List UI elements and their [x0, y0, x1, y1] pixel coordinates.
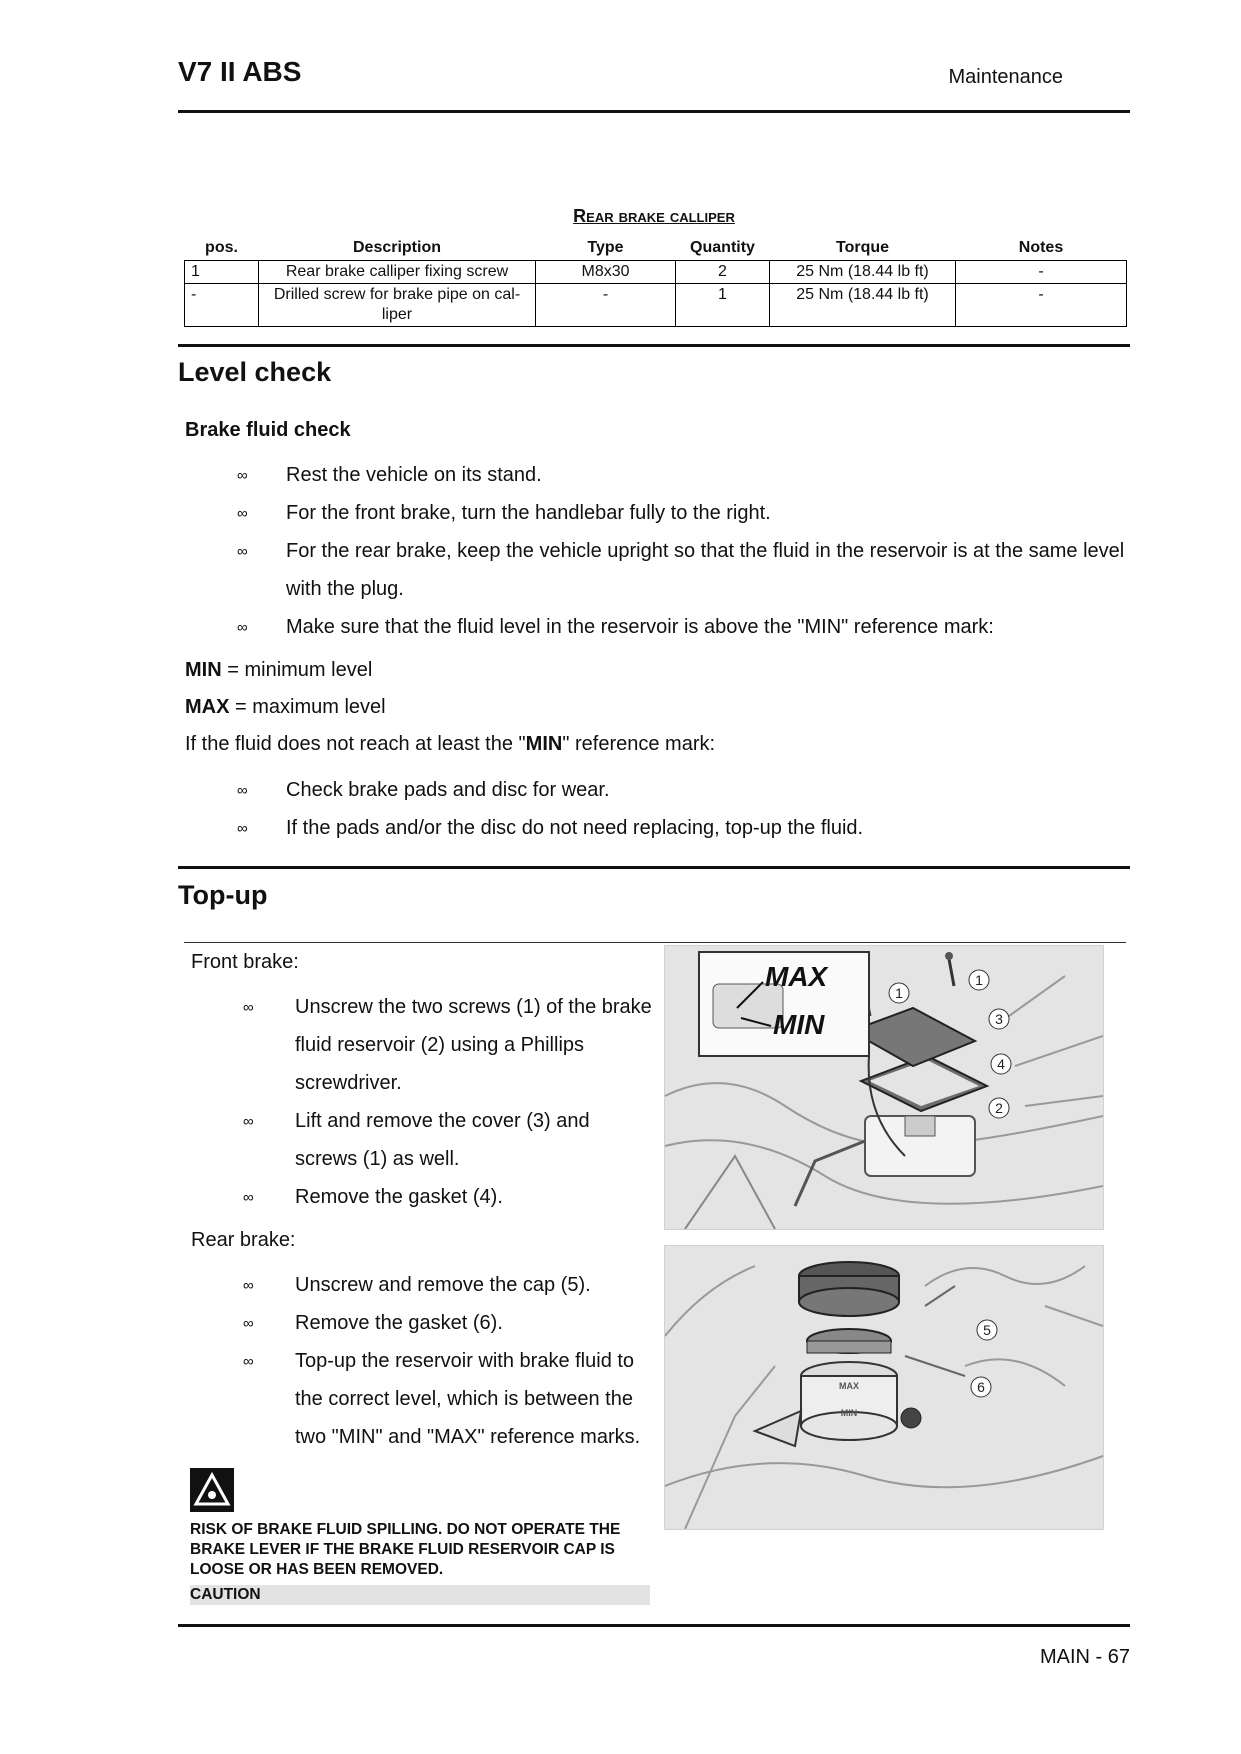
bullet-icon: ∞	[237, 505, 248, 522]
table-cell: -	[956, 284, 1127, 327]
list-item-text: Top-up the reservoir with brake fluid to the correct level, which is between the two "MIN" and "MAX" reference marks.	[295, 1350, 641, 1448]
list-item-text: Unscrew and remove the cap (5).	[295, 1274, 591, 1296]
bullet-icon: ∞	[243, 1315, 254, 1332]
table-cell: Rear brake calliper fixing screw	[259, 261, 536, 284]
column-header: pos.	[205, 239, 238, 256]
warning-text: RISK OF BRAKE FLUID SPILLING. DO NOT OPERATE THE BRAKE LEVER IF THE BRAKE FLUID RESERVOIR CAP IS LOOSE OR HAS BEEN REMOVED.	[190, 1521, 621, 1578]
table-row	[185, 284, 1127, 327]
bullet-icon: ∞	[243, 1189, 254, 1206]
bullet-icon: ∞	[237, 543, 248, 560]
table-cell: 1	[185, 261, 259, 284]
bullet-icon: ∞	[243, 1113, 254, 1130]
warning-icon	[190, 1468, 234, 1512]
bullet-icon: ∞	[237, 820, 248, 837]
callout-1: 1	[975, 972, 983, 988]
rear-brake-label: Rear brake:	[191, 1229, 296, 1251]
callout-5: 5	[983, 1322, 991, 1338]
page-number: MAIN - 67	[1039, 1646, 1130, 1668]
bullet-icon: ∞	[243, 1353, 254, 1370]
list-item-text: Remove the gasket (6).	[295, 1312, 503, 1334]
max-definition	[185, 696, 386, 719]
level-check-title: Level check	[178, 357, 332, 387]
section-rule	[178, 866, 1130, 869]
list-item-text: Lift and remove the cover (3) and screws (1) as well.	[295, 1110, 590, 1170]
list-item	[237, 532, 1127, 608]
list-item	[243, 1342, 653, 1456]
table-cell: -	[536, 284, 676, 327]
bullet-icon: ∞	[237, 782, 248, 799]
bullet-icon: ∞	[237, 619, 248, 636]
rear-reservoir-figure	[664, 1245, 1104, 1530]
callout-4: 4	[997, 1056, 1005, 1072]
section-name: Maintenance	[948, 66, 1063, 88]
list-item	[243, 988, 653, 1102]
list-item-text: Check brake pads and disc for wear.	[286, 779, 610, 801]
table-cell: -	[185, 284, 259, 327]
front-reservoir-figure	[664, 945, 1104, 1230]
if-text-bold: MIN	[525, 733, 563, 755]
section-rule	[178, 344, 1130, 347]
min-label: MIN	[185, 659, 222, 681]
front-brake-label: Front brake:	[191, 951, 299, 973]
if-text-before: If the fluid does not reach at least the "	[185, 733, 526, 755]
if-not-reached-text	[185, 733, 715, 756]
table-caption: Rear brake calliper	[573, 206, 735, 226]
list-item	[243, 1102, 653, 1178]
list-item-text: If the pads and/or the disc do not need replacing, top-up the fluid.	[286, 817, 864, 839]
column-header: Torque	[835, 239, 890, 256]
bullet-icon: ∞	[243, 1277, 254, 1294]
torque-table	[184, 236, 1127, 327]
bullet-icon: ∞	[243, 999, 254, 1016]
min-text: = minimum level	[221, 659, 373, 681]
list-item-text: For the front brake, turn the handlebar fully to the right.	[286, 502, 771, 524]
column-header: Quantity	[690, 239, 755, 256]
callout-3: 3	[995, 1011, 1003, 1027]
table-cell: Drilled screw for brake pipe on cal- liper	[259, 284, 536, 327]
max-text: = maximum level	[229, 696, 386, 718]
column-header: Notes	[1018, 239, 1064, 256]
min-mark-label: MIN	[773, 1009, 825, 1040]
footer-rule	[178, 1624, 1130, 1627]
max-label: MAX	[185, 696, 230, 718]
callout-6: 6	[977, 1379, 985, 1395]
table-cell: -	[956, 261, 1127, 284]
min-mark-label: MIN	[840, 1408, 858, 1418]
list-item-text: Make sure that the fluid level in the reservoir is above the "MIN" reference mark:	[286, 616, 994, 638]
topup-title: Top-up	[178, 880, 268, 910]
list-item-text: Rest the vehicle on its stand.	[286, 464, 542, 486]
document-title: V7 II ABS	[178, 56, 302, 87]
table-header-row	[185, 236, 1127, 261]
caution-label: CAUTION	[190, 1585, 650, 1605]
min-definition	[185, 659, 372, 682]
list-item-text: Unscrew the two screws (1) of the brake fluid reservoir (2) using a Phillips screwdriver.	[295, 996, 652, 1094]
max-mark-label: MAX	[839, 1381, 859, 1391]
header-rule	[178, 110, 1130, 113]
bullet-icon: ∞	[237, 467, 248, 484]
table-cell: M8x30	[536, 261, 676, 284]
table-row	[185, 261, 1127, 284]
list-item-text: Remove the gasket (4).	[295, 1186, 503, 1208]
table-cell: 25 Nm (18.44 lb ft)	[770, 261, 956, 284]
divider	[184, 942, 1126, 943]
max-mark-label: MAX	[765, 961, 828, 992]
table-cell: 2	[676, 261, 770, 284]
brake-fluid-check-subtitle: Brake fluid check	[185, 419, 351, 441]
table-cell: 1	[676, 284, 770, 327]
column-header: Type	[587, 239, 624, 256]
column-header: Description	[352, 239, 441, 256]
callout-1: 1	[895, 985, 903, 1001]
list-item-text: For the rear brake, keep the vehicle upright so that the fluid in the reservoir is at the same level with the plug.	[286, 540, 1125, 600]
callout-2: 2	[995, 1100, 1003, 1116]
if-text-after: " reference mark:	[562, 733, 716, 755]
table-cell: 25 Nm (18.44 lb ft)	[770, 284, 956, 327]
